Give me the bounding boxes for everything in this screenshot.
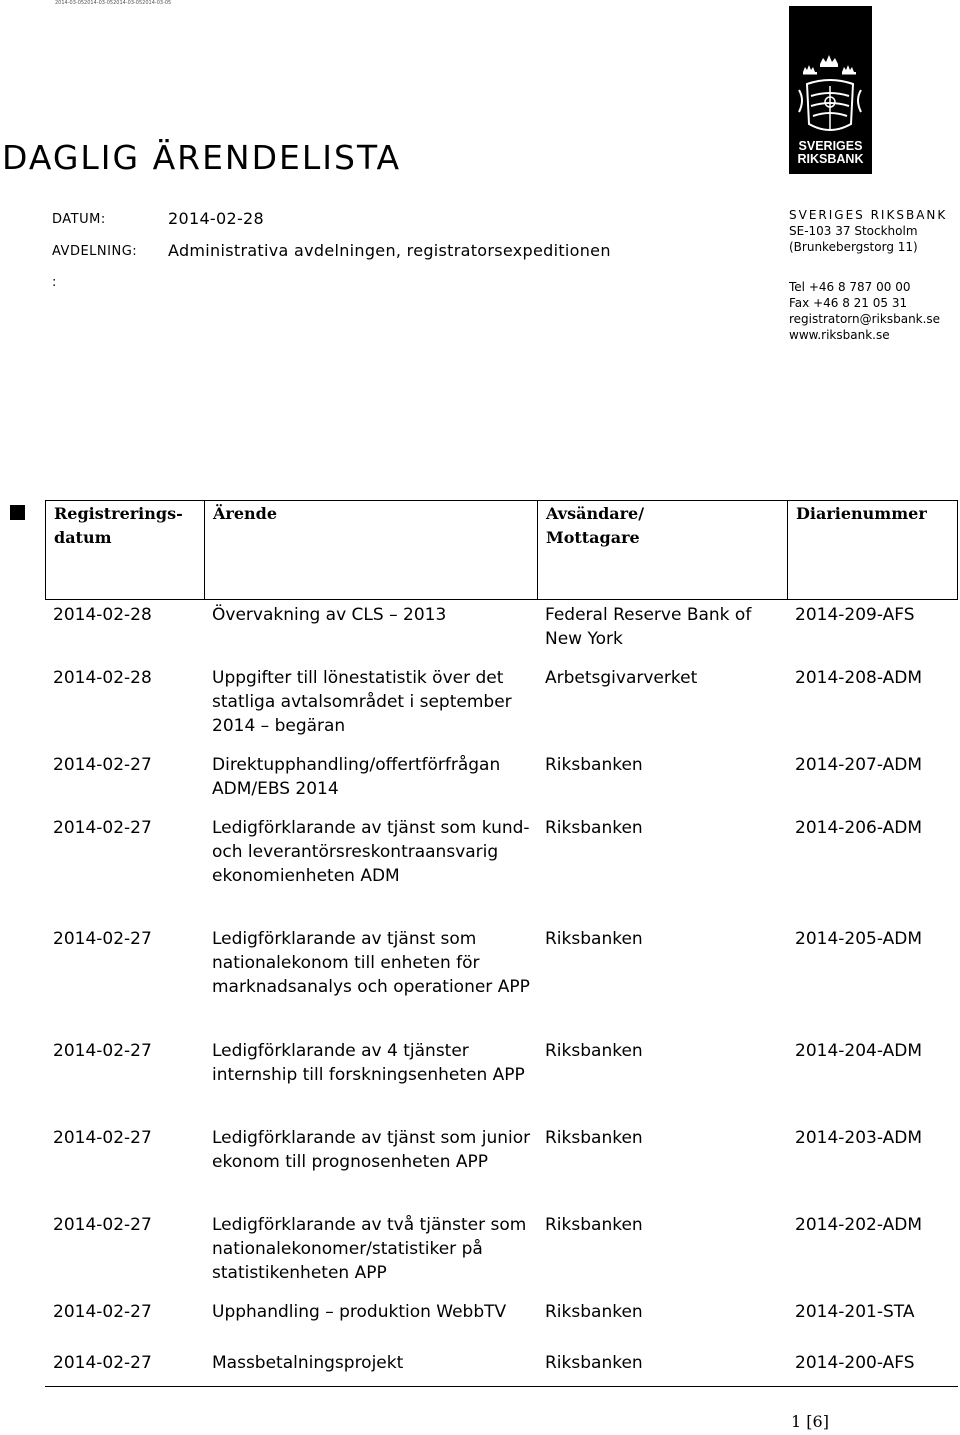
table-header <box>45 500 958 600</box>
cell-party: Federal Reserve Bank of New York <box>545 605 752 649</box>
cell-ref: 2014-206-ADM <box>795 818 922 838</box>
cell-ref: 2014-204-ADM <box>795 1041 922 1061</box>
header-avsandare: Avsändare/ Mottagare <box>546 504 645 547</box>
cell-subject: Övervakning av CLS – 2013 <box>212 605 447 625</box>
cell-date: 2014-02-27 <box>53 1353 152 1373</box>
cell-party: Arbetsgivarverket <box>545 668 698 688</box>
cell-ref: 2014-208-ADM <box>795 668 922 688</box>
cell-ref: 2014-200-AFS <box>795 1353 915 1373</box>
header-registreringsdatum: Registrerings- datum <box>54 504 183 547</box>
cell-subject: Ledigförklarande av tjänst som nationalekonom till enheten för marknadsanalys och operationer APP <box>212 929 530 997</box>
address-street: (Brunkebergstorg 11) <box>789 240 918 254</box>
cell-subject: Ledigförklarande av 4 tjänster internship till forskningsenheten APP <box>212 1041 525 1085</box>
datum-value: 2014-02-28 <box>168 209 264 228</box>
cell-party: Riksbanken <box>545 929 643 949</box>
cell-date: 2014-02-27 <box>53 1215 152 1235</box>
cell-date: 2014-02-27 <box>53 755 152 775</box>
logo-text-line2: RIKSBANK <box>797 152 864 166</box>
cell-ref: 2014-203-ADM <box>795 1128 922 1148</box>
address-web[interactable]: www.riksbank.se <box>789 328 890 342</box>
cell-date: 2014-02-27 <box>53 818 152 838</box>
cell-date: 2014-02-27 <box>53 929 152 949</box>
extra-label: : <box>52 275 57 290</box>
datum-label: DATUM: <box>52 212 106 227</box>
header-divider <box>537 501 538 599</box>
address-bank: SVERIGES RIKSBANK <box>789 208 948 222</box>
cell-subject: Massbetalningsprojekt <box>212 1353 404 1373</box>
cell-subject: Upphandling – produktion WebbTV <box>212 1302 507 1322</box>
cell-party: Riksbanken <box>545 818 643 838</box>
cell-subject: Ledigförklarande av tjänst som junior ekonom till prognosenheten APP <box>212 1128 531 1172</box>
cell-ref: 2014-207-ADM <box>795 755 922 775</box>
cell-ref: 2014-201-STA <box>795 1302 915 1322</box>
header-divider <box>787 501 788 599</box>
cell-party: Riksbanken <box>545 1041 643 1061</box>
logo-text-line1: SVERIGES <box>798 139 863 153</box>
cell-subject: Direktupphandling/offertförfrågan ADM/EBS 2014 <box>212 755 501 799</box>
cell-ref: 2014-205-ADM <box>795 929 922 949</box>
cell-party: Riksbanken <box>545 1215 643 1235</box>
address-email[interactable]: registratorn@riksbank.se <box>789 312 941 326</box>
cell-party: Riksbanken <box>545 755 643 775</box>
cell-subject: Uppgifter till lönestatistik över det statliga avtalsområdet i september 2014 – begäran <box>212 668 512 736</box>
address-fax: Fax +46 8 21 05 31 <box>789 296 908 310</box>
bullet-square-icon <box>10 505 25 520</box>
cell-date: 2014-02-27 <box>53 1302 152 1322</box>
cell-party: Riksbanken <box>545 1353 643 1373</box>
cell-date: 2014-02-28 <box>53 668 152 688</box>
header-divider <box>204 501 205 599</box>
cell-party: Riksbanken <box>545 1302 643 1322</box>
address-tel: Tel +46 8 787 00 00 <box>789 280 911 294</box>
address-postal: SE-103 37 Stockholm <box>789 224 918 238</box>
avdelning-label: AVDELNING: <box>52 244 138 259</box>
header-diarienummer: Diarienummer <box>796 504 927 523</box>
cell-date: 2014-02-27 <box>53 1128 152 1148</box>
cell-date: 2014-02-27 <box>53 1041 152 1061</box>
table-body <box>45 600 958 1387</box>
cell-ref: 2014-209-AFS <box>795 605 915 625</box>
cell-subject: Ledigförklarande av två tjänster som nationalekonomer/statistiker på statistikenheten APP <box>212 1215 527 1283</box>
cell-party: Riksbanken <box>545 1128 643 1148</box>
cell-subject: Ledigförklarande av tjänst som kund- och leverantörsreskontraansvarig ekonomienheten ADM <box>212 818 530 886</box>
header-arende: Ärende <box>213 504 278 523</box>
page-title: DAGLIG ÄRENDELISTA <box>2 138 402 177</box>
cell-date: 2014-02-28 <box>53 605 152 625</box>
avdelning-value: Administrativa avdelningen, registratorsexpeditionen <box>168 241 611 260</box>
page-number: 1 [6] <box>791 1412 829 1431</box>
print-header: 2014-03-052014-03-052014-03-052014-03-05 <box>55 0 172 6</box>
riksbank-logo <box>789 6 872 174</box>
cell-ref: 2014-202-ADM <box>795 1215 922 1235</box>
